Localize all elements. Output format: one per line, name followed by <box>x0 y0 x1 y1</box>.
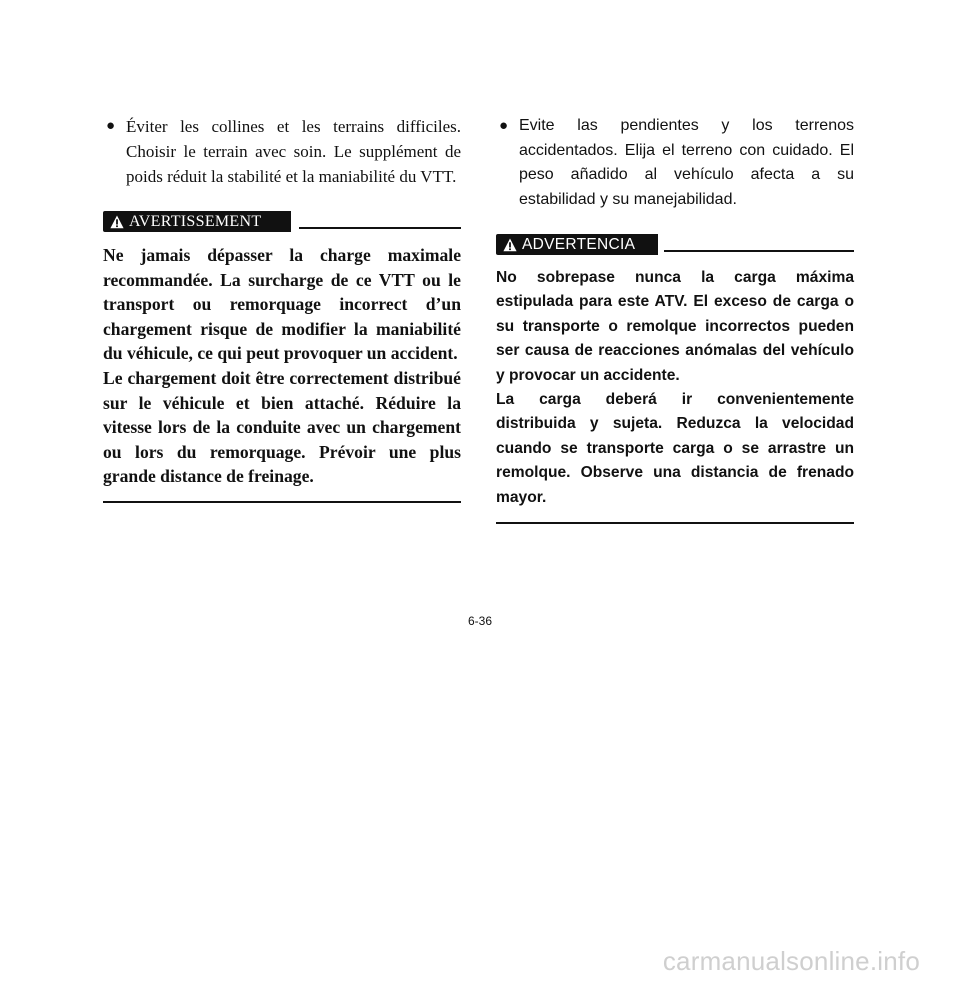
french-warning-paragraph-2: Le chargement doit être correctement distribué sur le véhicule et bien attaché. Réduire la vitesse lors de la conduite avec un chargement ou lors du remorquage. Prévoir une plus grande distance de freinage. <box>103 367 461 487</box>
bullet-icon: ● <box>499 117 509 134</box>
spanish-warning-end-rule <box>496 522 854 524</box>
warning-triangle-icon <box>110 215 124 229</box>
french-warning-badge <box>103 211 291 232</box>
spanish-warning-rule <box>664 250 854 252</box>
spanish-warning-body <box>496 266 854 510</box>
french-warning-rule <box>299 227 461 229</box>
spanish-warning-paragraph-2: La carga deberá ir convenientemente distribuida y sujeta. Reduzca la velocidad cuando se transporte carga o se arrastre un remolque. Observe una distancia de frenado mayor. <box>496 391 854 506</box>
spanish-column <box>496 114 854 524</box>
french-warning-body <box>103 243 461 489</box>
spanish-warning-badge <box>496 234 658 255</box>
spanish-warning-label: ADVERTENCIA <box>522 235 636 253</box>
page-number: 6-36 <box>467 614 493 628</box>
french-warning-header <box>103 211 461 233</box>
spanish-bullet-item <box>496 114 854 212</box>
french-bullet-text: Éviter les collines et les terrains difficiles. Choisir le terrain avec soin. Le supplément de poids réduit la stabilité et la maniabilité du VTT. <box>126 117 461 186</box>
bullet-icon: ● <box>106 118 116 134</box>
french-warning-paragraph-1: Ne jamais dépasser la charge maximale recommandée. La surcharge de ce VTT ou le transport ou remorquage incorrect d’un chargement risque de modifier la maniabilité du véhicule, ce qui peut provoquer un accident. <box>103 245 461 364</box>
watermark: carmanualsonline.info <box>662 946 920 976</box>
spanish-warning-header <box>496 234 854 256</box>
french-bullet-item <box>103 114 461 189</box>
french-warning-label: AVERTISSEMENT <box>129 212 262 230</box>
french-column <box>103 114 461 503</box>
spanish-warning-paragraph-1: No sobrepase nunca la carga máxima estipulada para este ATV. El exceso de carga o su transporte o remolque incorrectos pueden ser causa de reacciones anómalas del vehículo y provocar un accidente. <box>496 269 854 384</box>
warning-triangle-icon <box>503 238 517 252</box>
spanish-bullet-text: Evite las pendientes y los terrenos accidentados. Elija el terreno con cuidado. El peso añadido al vehículo afecta a su estabilidad y su manejabilidad. <box>519 117 854 208</box>
french-warning-end-rule <box>103 501 461 503</box>
